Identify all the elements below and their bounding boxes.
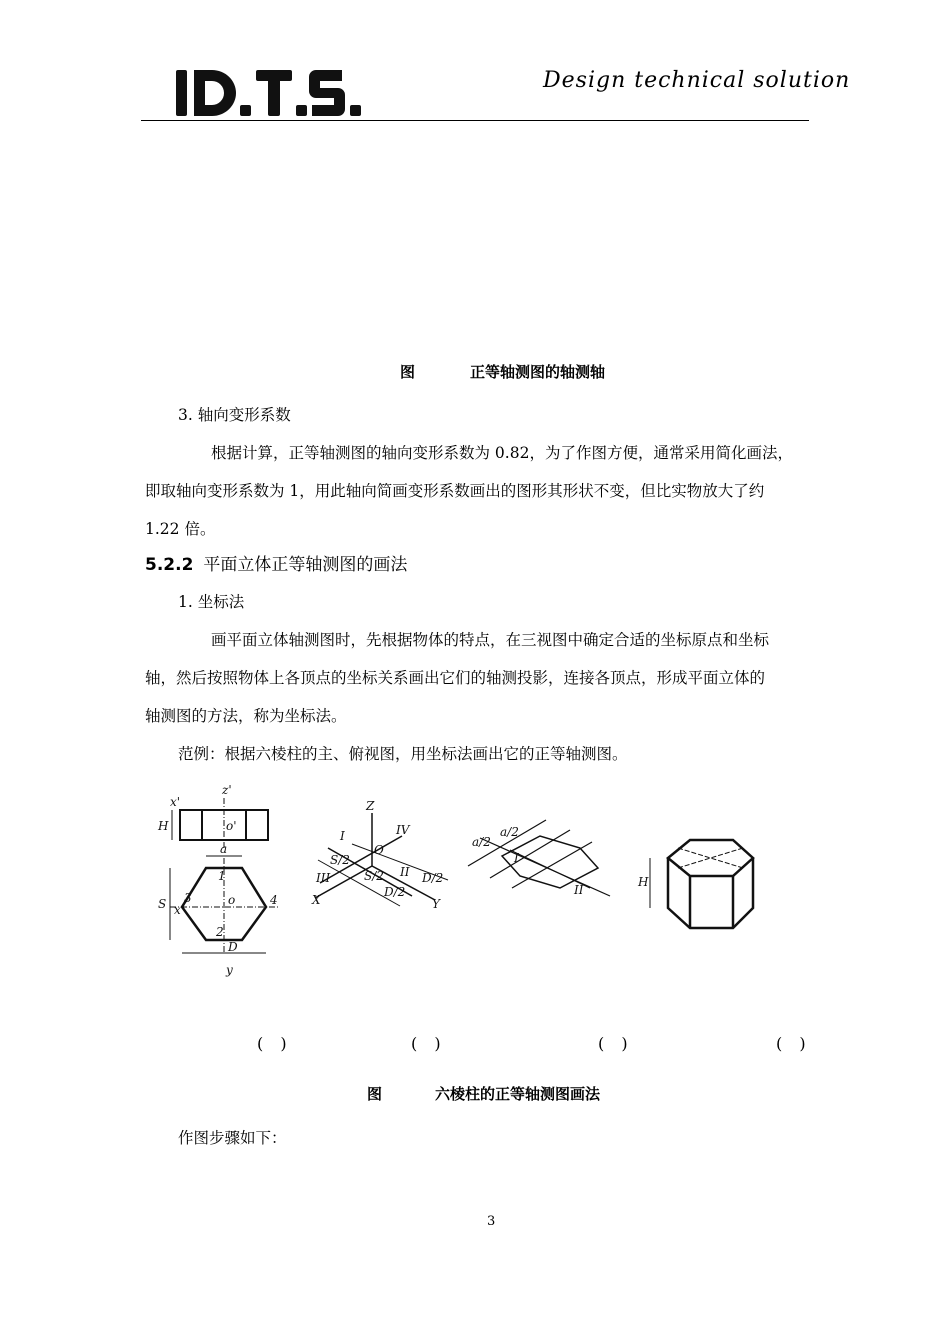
label-a: a [220, 842, 228, 856]
label-roman-1: I [340, 829, 345, 843]
label-a-half: a/2 [500, 825, 519, 839]
example-statement: 范例：根据六棱柱的主、俯视图，用坐标法画出它的正等轴测图。 [178, 745, 628, 763]
hexagonal-prism-figure [150, 778, 790, 983]
label-point-4: 4 [270, 893, 278, 907]
label-d-half: D/2 [384, 885, 406, 899]
label-point-1: 1 [218, 869, 226, 883]
prism-top-face [668, 840, 753, 876]
paragraph-line: 根据计算，正等轴测图的轴向变形系数为 0.82，为了作图方便，通常采用简化画法， [211, 444, 793, 462]
section-title: 平面立体正等轴测图的画法 [203, 555, 408, 575]
label-h: H [638, 875, 649, 889]
header-tagline: Design technical solution [543, 68, 851, 93]
subfigure-label: ( ) [257, 1034, 293, 1053]
label-y-axis: Y [432, 897, 440, 911]
paragraph-line: 1.22 倍。 [145, 520, 216, 538]
label-zp: z' [222, 783, 232, 797]
subfigure-label: ( ) [776, 1034, 812, 1053]
label-d: D [228, 940, 238, 954]
header-divider [141, 120, 809, 121]
label-s-half: S/2 [330, 853, 350, 867]
label-z-axis: Z [366, 799, 375, 813]
subsection-heading-coordinate-method: 1. 坐标法 [178, 593, 245, 611]
label-s: S [158, 897, 167, 911]
label-roman-2: II [574, 883, 584, 897]
section-heading [145, 550, 407, 575]
subfigure-label: ( ) [598, 1034, 634, 1053]
label-d-half: D/2 [422, 871, 444, 885]
dts-logo [174, 64, 364, 122]
steps-intro: 作图步骤如下： [178, 1129, 287, 1147]
label-roman-3: III [316, 871, 331, 885]
label-point-3: 3 [184, 891, 192, 905]
label-x: x [174, 903, 181, 917]
page-number: 3 [487, 1214, 496, 1229]
paragraph-line: 画平面立体轴测图时，先根据物体的特点，在三视图中确定合适的坐标原点和坐标 [211, 631, 770, 649]
label-point-2: 2 [216, 925, 224, 939]
subfigure-label: ( ) [411, 1034, 447, 1053]
label-h: H [158, 819, 169, 833]
label-xp: x' [170, 795, 181, 809]
subsection-heading-axial-coefficient: 3. 轴向变形系数 [178, 406, 291, 424]
paragraph-line: 轴测图的方法，称为坐标法。 [145, 707, 347, 725]
figure2-label: 图 [367, 1085, 383, 1103]
paragraph-line: 轴，然后按照物体上各顶点的坐标关系画出它们的轴测投影，连接各顶点，形成平面立体的 [145, 669, 766, 687]
label-y: y [226, 963, 233, 977]
label-a-half: a/2 [472, 835, 491, 849]
label-origin: O [374, 843, 384, 857]
label-s-half: S/2 [364, 869, 384, 883]
label-roman-2: II [400, 865, 410, 879]
label-o: o [228, 893, 236, 907]
label-x-axis: X [312, 893, 321, 907]
label-roman-1: I [514, 851, 519, 865]
section-number: 5.2.2 [145, 555, 194, 575]
figure2-caption: 六棱柱的正等轴测图画法 [435, 1085, 601, 1103]
label-op: o' [226, 819, 237, 833]
figure1-label: 图 [400, 363, 416, 381]
figure1-caption: 正等轴测图的轴测轴 [470, 363, 606, 381]
label-roman-4: IV [396, 823, 410, 837]
paragraph-line: 即取轴向变形系数为 1，用此轴向简画变形系数画出的图形其形状不变，但比实物放大了约 [145, 482, 765, 500]
